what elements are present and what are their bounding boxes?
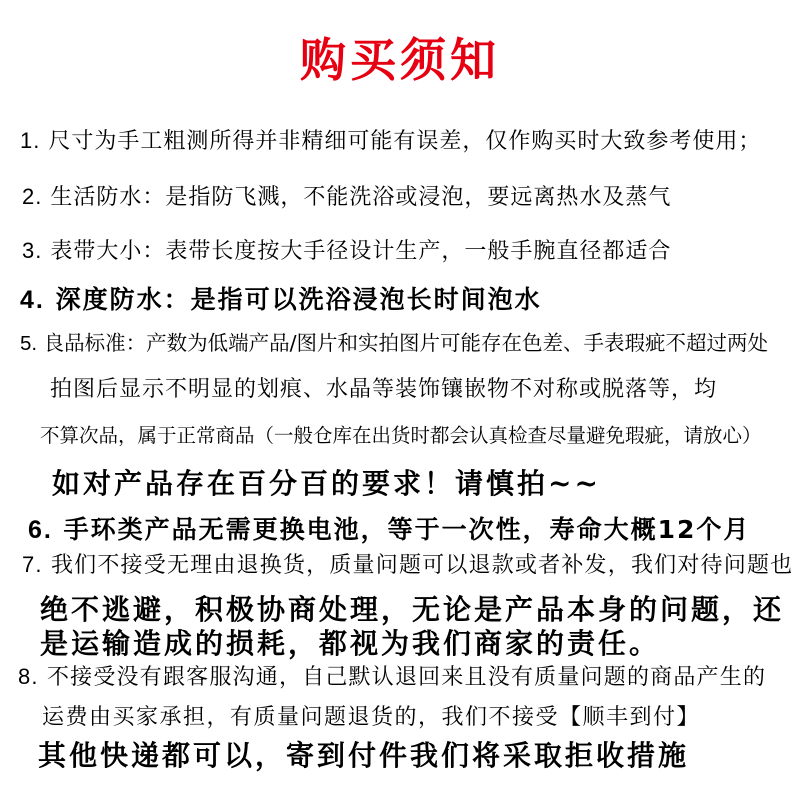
notice-item-1 bbox=[20, 124, 761, 155]
item-text: 不算次品，属于正常商品（一般仓库在出货时都会认真检查尽量避免瑕疵，请放心） bbox=[40, 424, 762, 447]
notice-item-7 bbox=[22, 548, 793, 579]
notice-item-8-line-2 bbox=[42, 700, 700, 731]
item-number: 4. bbox=[20, 286, 45, 314]
item-number: 7. bbox=[22, 552, 43, 577]
item-text: 尺寸为手工粗测所得并非精细可能有误差，仅作购买时大致参考使用； bbox=[48, 129, 762, 154]
notice-item-8-line-3 bbox=[38, 734, 689, 774]
item-text: 表带大小：表带长度按大手径设计生产，一般手腕直径都适合 bbox=[50, 239, 672, 264]
item-number: 1. bbox=[20, 128, 41, 153]
notice-item-4 bbox=[20, 280, 542, 316]
item-text: 绝不逃避，积极协商处理，无论是产品本身的问题，还 bbox=[40, 593, 785, 626]
item-text: 是运输造成的损耗，都视为我们商家的责任。 bbox=[40, 627, 661, 660]
notice-item-8 bbox=[18, 660, 766, 691]
notice-item-5-line-4 bbox=[52, 462, 601, 502]
item-text: 我们不接受无理由退换货，质量问题可以退款或者补发，我们对待问题也 bbox=[50, 553, 794, 578]
notice-item-5-line-2 bbox=[50, 372, 717, 403]
page-title: 购买须知 bbox=[300, 33, 500, 87]
item-number: 5. bbox=[20, 332, 38, 355]
item-number: 6. bbox=[28, 516, 53, 544]
item-text: 良品标准：产数为低端产品/图片和实拍图片可能存在色差、手表瑕疵不超过两处 bbox=[43, 331, 769, 355]
item-text: 其他快递都可以，寄到付件我们将采取拒收措施 bbox=[38, 739, 690, 772]
item-text: 手环类产品无需更换电池，等于一次性，寿命大概12个月 bbox=[63, 515, 751, 544]
item-text: 运费由买家承担，有质量问题退货的，我们不接受【顺丰到付】 bbox=[42, 705, 701, 730]
item-text: 不接受没有跟客服沟通，自己默认退回来且没有质量问题的商品产生的 bbox=[46, 665, 767, 690]
notice-item-3 bbox=[22, 234, 671, 265]
item-text: 生活防水：是指防飞溅，不能洗浴或浸泡，要远离热水及蒸气 bbox=[50, 185, 672, 210]
notice-item-5 bbox=[20, 326, 768, 356]
item-number: 3. bbox=[22, 238, 43, 263]
item-text: 如对产品存在百分百的要求！请慎拍~~ bbox=[52, 467, 601, 500]
notice-item-7-line-3 bbox=[40, 622, 660, 662]
notice-item-2 bbox=[22, 180, 671, 211]
item-number: 2. bbox=[22, 184, 43, 209]
notice-item-6 bbox=[28, 510, 750, 546]
item-number: 8. bbox=[18, 664, 39, 689]
notice-item-5-line-3 bbox=[40, 420, 762, 448]
item-text: 深度防水：是指可以洗浴浸泡长时间泡水 bbox=[55, 285, 542, 314]
item-text: 拍图后显示不明显的划痕、水晶等装饰镶嵌物不对称或脱落等，均 bbox=[50, 377, 718, 402]
